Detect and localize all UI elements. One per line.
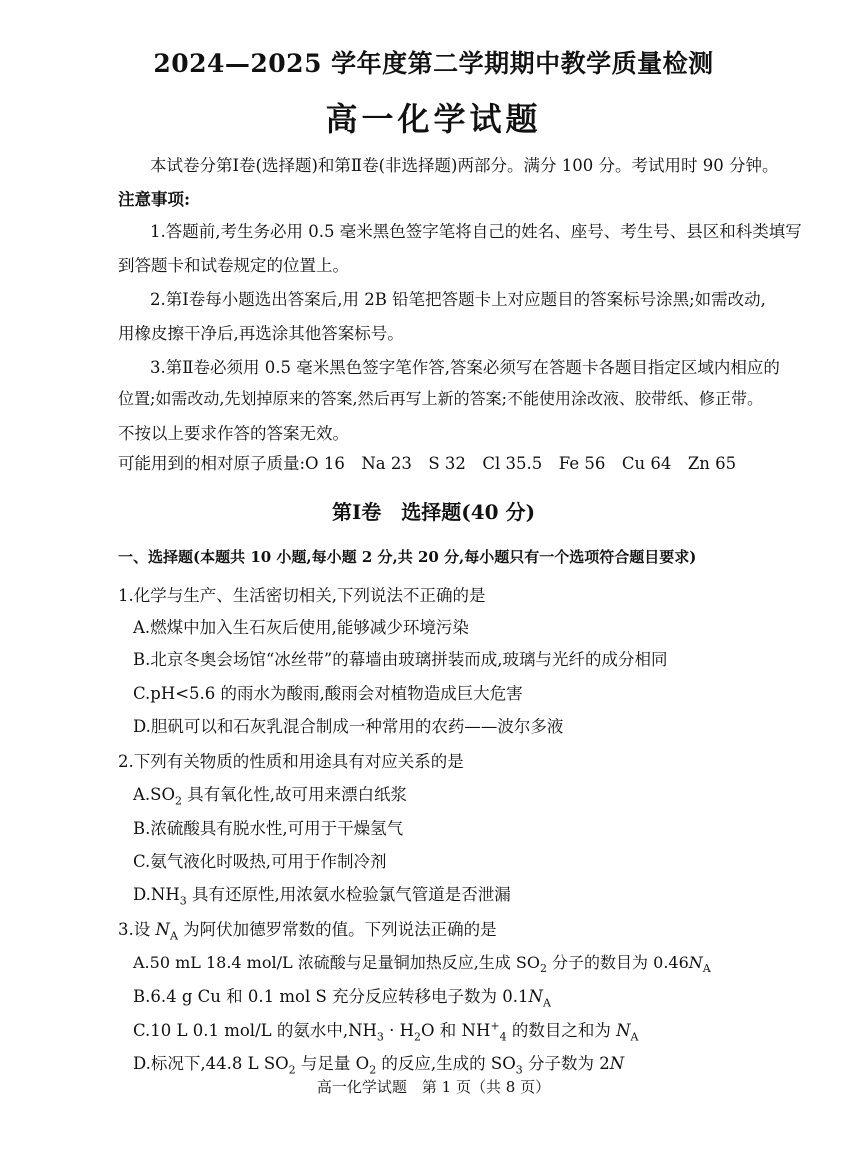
note-3-line-1: 3.第Ⅱ卷必须用 0.5 毫米黑色签字笔作答,答案必须写在答题卡各题目指定区域内相应的 <box>150 358 780 377</box>
q3-option-c: C.10 L 0.1 mol/L 的氨水中$,NH_3 \cdot H_2O$ 和 $NH^+_4$ 的数目之和为 $N_A$ <box>133 1019 639 1044</box>
section-instruction: 一、选择题(本题共 10 小题,每小题 2 分,共 20 分,每小题只有一个选项符合题目要求) <box>118 548 697 566</box>
q1-option-c: C.pH<5.6 的雨水为酸雨,酸雨会对植物造成巨大危害 <box>133 684 523 703</box>
q2-option-b: B.浓硫酸具有脱水性,可用于干燥氢气 <box>133 819 404 838</box>
intro-text: 本试卷分第Ⅰ卷(选择题)和第Ⅱ卷(非选择题)两部分。满分 100 分。考试用时 90 分钟。 <box>150 156 779 175</box>
q3-option-d: D.标况下,44.8 L $SO_2$ 与足量 $O_2$ 的反应,生成的 $SO_3$ 分子数为 2N <box>133 1054 625 1077</box>
q1-option-a: A.燃煤中加入生石灰后使用,能够减少环境污染 <box>133 618 469 637</box>
q1-option-b: B.北京冬奥会场馆“冰丝带”的幕墙由玻璃拼装而成,玻璃与光纤的成分相同 <box>133 650 668 669</box>
page-footer: 高一化学试题 第 1 页（共 8 页） <box>316 1078 551 1096</box>
note-3-line-2: 位置;如需改动,先划掉原来的答案,然后再写上新的答案;不能使用涂改液、胶带纸、修正带。 <box>118 389 763 408</box>
q1-option-d: D.胆矾可以和石灰乳混合制成一种常用的农药——波尔多液 <box>133 717 564 736</box>
atomic-masses: 可能用到的相对原子质量:O 16 Na 23 S 32 Cl 35.5 Fe 56 Cu 64 Zn 65 <box>118 454 737 473</box>
q2-stem: 2.下列有关物质的性质和用途具有对应关系的是 <box>118 752 464 771</box>
q2-option-c: C.氨气液化时吸热,可用于作制冷剂 <box>133 852 387 871</box>
q2-option-a: $A.SO_2$ 具有氧化性,故可用来漂白纸浆 <box>133 785 407 808</box>
note-1-line-2: 到答题卡和试卷规定的位置上。 <box>118 256 349 275</box>
q3-option-a: A.50 mL 18.4 mol/L 浓硫酸与足量铜加热反应,生成 $SO_2$ 分子的数目为 $0.46N_A$ <box>133 953 711 976</box>
section-title: 第Ⅰ卷 选择题(40 分) <box>331 500 536 524</box>
q1-stem: 1.化学与生产、生活密切相关,下列说法不正确的是 <box>118 586 486 605</box>
note-2-line-1: 2.第Ⅰ卷每小题选出答案后,用 2B 铅笔把答题卡上对应题目的答案标号涂黑;如需改动, <box>150 290 766 309</box>
q2-option-d: $D.NH_3$ 具有还原性,用浓氨水检验氯气管道是否泄漏 <box>133 885 511 908</box>
subject-title: 高一化学试题 <box>325 100 542 138</box>
exam-title: 2024—2025 学年度第二学期期中教学质量检测 <box>153 49 714 78</box>
note-1-line-1: 1.答题前,考生务必用 0.5 毫米黑色签字笔将自己的姓名、座号、考生号、县区和科类填写 <box>150 222 802 241</box>
note-2-line-2: 用橡皮擦干净后,再选涂其他答案标号。 <box>118 324 404 343</box>
q3-stem: 3.设 $N_A$ 为阿伏加德罗常数的值。下列说法正确的是 <box>118 920 497 943</box>
notes-heading: 注意事项: <box>118 190 191 209</box>
q3-option-b: B.6.4 g Cu 和 0.1 mol S 充分反应转移电子数为 $0.1N_A$ <box>133 987 551 1010</box>
note-3-line-3: 不按以上要求作答的答案无效。 <box>118 424 349 443</box>
